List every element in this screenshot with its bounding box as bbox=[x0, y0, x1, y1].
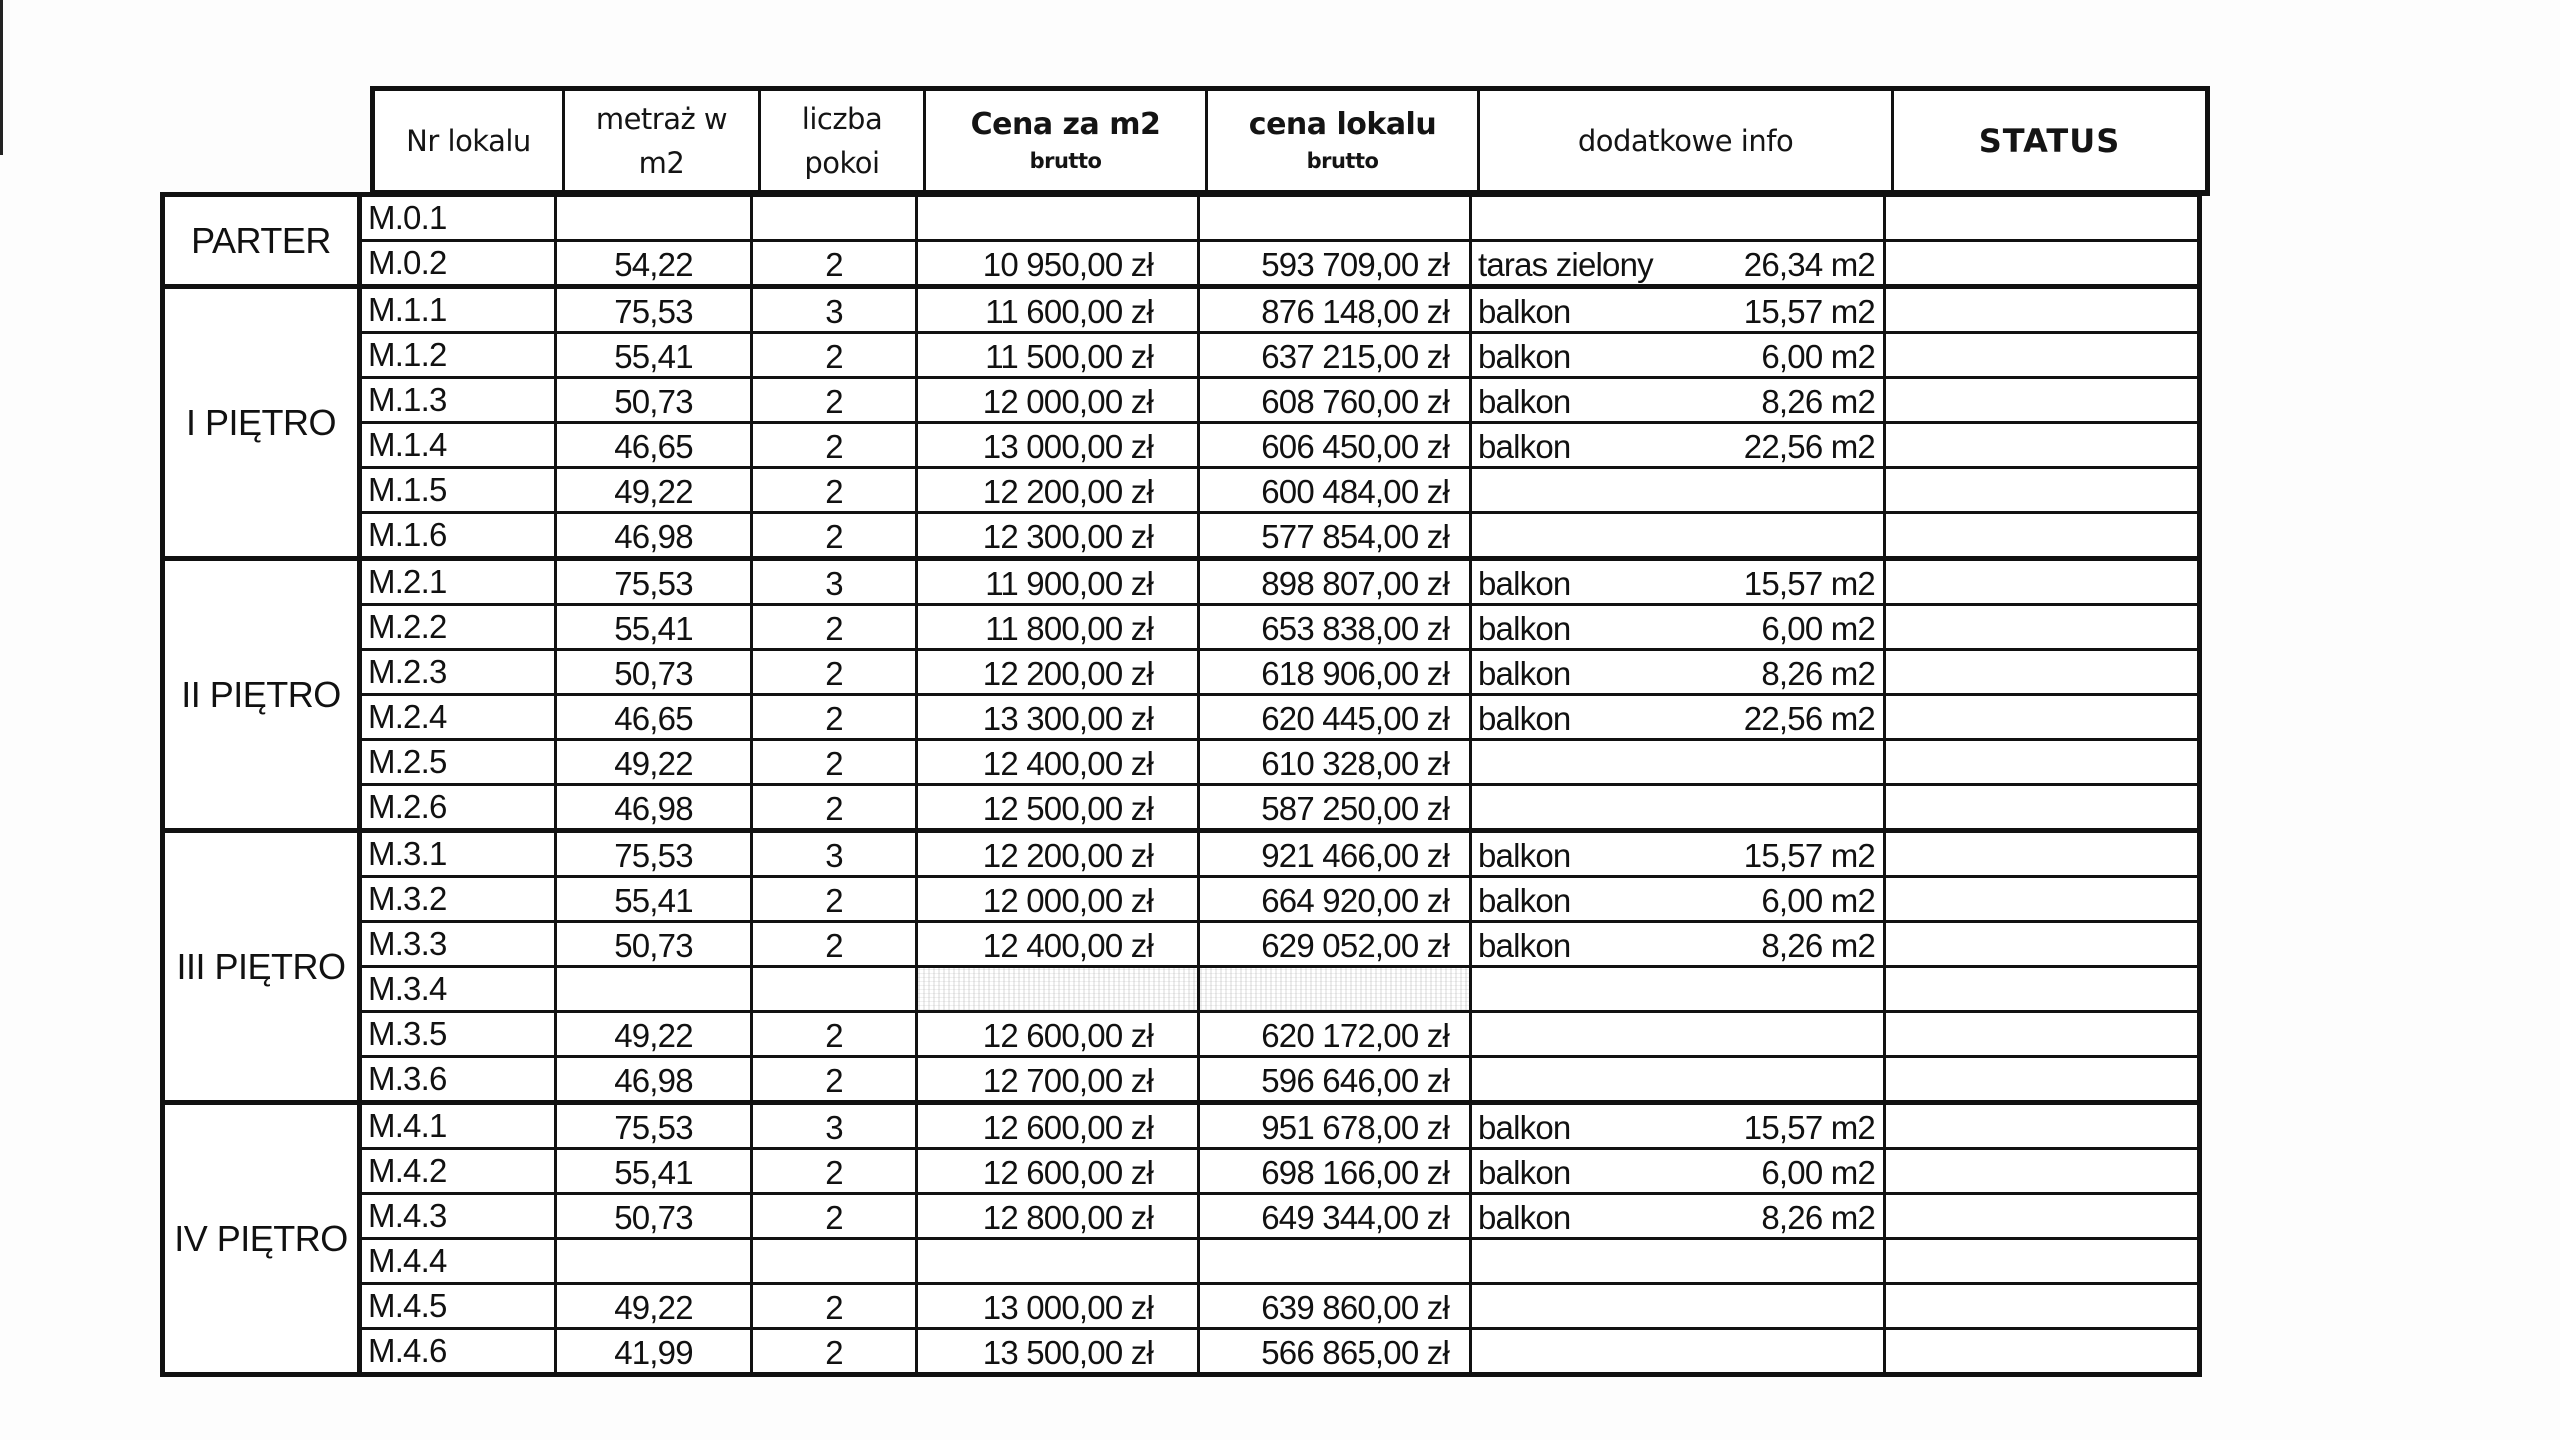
unit-price-total: 593 709,00 zł bbox=[1200, 242, 1472, 284]
table-row bbox=[362, 289, 2197, 334]
header-extra-info bbox=[1480, 91, 1894, 190]
table-row bbox=[362, 242, 2197, 284]
unit-price-total: 951 678,00 zł bbox=[1200, 1105, 1472, 1147]
unit-status bbox=[1886, 786, 2197, 828]
unit-rooms: 2 bbox=[753, 1013, 918, 1055]
header-status bbox=[1894, 91, 2205, 190]
unit-status bbox=[1886, 334, 2197, 376]
unit-price-per-m2 bbox=[918, 968, 1200, 1010]
unit-status bbox=[1886, 923, 2197, 965]
unit-area: 50,73 bbox=[557, 923, 753, 965]
floor-rows bbox=[362, 833, 2197, 1100]
unit-number: M.3.4 bbox=[362, 968, 557, 1010]
unit-extra-info bbox=[1472, 786, 1886, 828]
unit-area: 55,41 bbox=[557, 1150, 753, 1192]
unit-area: 49,22 bbox=[557, 1285, 753, 1327]
table-row bbox=[362, 741, 2197, 786]
table-row bbox=[362, 197, 2197, 242]
floor-group bbox=[165, 833, 2197, 1105]
unit-price-per-m2: 13 300,00 zł bbox=[918, 696, 1200, 738]
unit-number: M.0.2 bbox=[362, 242, 557, 284]
extra-info-area: 15,57 m2 bbox=[1743, 837, 1875, 874]
floor-group bbox=[165, 197, 2197, 289]
unit-extra-info bbox=[1472, 561, 1886, 603]
unit-area bbox=[557, 968, 753, 1010]
table-row bbox=[362, 878, 2197, 923]
unit-status bbox=[1886, 1195, 2197, 1237]
unit-price-total bbox=[1200, 968, 1472, 1010]
table-header bbox=[370, 86, 2210, 196]
unit-number: M.2.4 bbox=[362, 696, 557, 738]
unit-price-total: 876 148,00 zł bbox=[1200, 289, 1472, 331]
unit-extra-info bbox=[1472, 1195, 1886, 1237]
unit-price-total: 587 250,00 zł bbox=[1200, 786, 1472, 828]
unit-extra-info bbox=[1472, 1240, 1886, 1282]
unit-rooms: 2 bbox=[753, 786, 918, 828]
unit-price-per-m2: 10 950,00 zł bbox=[918, 242, 1200, 284]
unit-extra-info bbox=[1472, 242, 1886, 284]
unit-number: M.3.5 bbox=[362, 1013, 557, 1055]
unit-price-total: 698 166,00 zł bbox=[1200, 1150, 1472, 1192]
unit-area: 55,41 bbox=[557, 878, 753, 920]
floor-rows bbox=[362, 561, 2197, 828]
extra-info-area: 15,57 m2 bbox=[1743, 293, 1875, 330]
extra-info-area: 15,57 m2 bbox=[1743, 565, 1875, 602]
table-row bbox=[362, 1285, 2197, 1330]
unit-number: M.2.2 bbox=[362, 606, 557, 648]
unit-price-total: 653 838,00 zł bbox=[1200, 606, 1472, 648]
extra-info-area: 8,26 m2 bbox=[1761, 1199, 1875, 1236]
unit-price-per-m2: 12 700,00 zł bbox=[918, 1058, 1200, 1100]
extra-info-type: balkon bbox=[1478, 565, 1571, 602]
unit-price-per-m2: 11 900,00 zł bbox=[918, 561, 1200, 603]
unit-extra-info bbox=[1472, 1013, 1886, 1055]
unit-price-per-m2: 12 400,00 zł bbox=[918, 923, 1200, 965]
unit-area: 50,73 bbox=[557, 651, 753, 693]
unit-extra-info bbox=[1472, 1105, 1886, 1147]
unit-status bbox=[1886, 197, 2197, 239]
unit-extra-info bbox=[1472, 833, 1886, 875]
unit-rooms: 3 bbox=[753, 289, 918, 331]
unit-number: M.4.2 bbox=[362, 1150, 557, 1192]
extra-info-type: balkon bbox=[1478, 1154, 1571, 1191]
header-price-total-sub: brutto bbox=[1306, 148, 1379, 173]
unit-rooms: 2 bbox=[753, 1285, 918, 1327]
unit-area: 55,41 bbox=[557, 606, 753, 648]
unit-number: M.3.2 bbox=[362, 878, 557, 920]
unit-status bbox=[1886, 561, 2197, 603]
unit-price-per-m2: 12 000,00 zł bbox=[918, 379, 1200, 421]
unit-number: M.3.3 bbox=[362, 923, 557, 965]
extra-info-area: 22,56 m2 bbox=[1743, 428, 1875, 465]
unit-price-total: 921 466,00 zł bbox=[1200, 833, 1472, 875]
unit-area bbox=[557, 197, 753, 239]
header-price-total-label: cena lokalu bbox=[1248, 106, 1437, 142]
floor-rows bbox=[362, 197, 2197, 284]
unit-status bbox=[1886, 606, 2197, 648]
unit-rooms: 2 bbox=[753, 514, 918, 556]
unit-status bbox=[1886, 1105, 2197, 1147]
unit-status bbox=[1886, 741, 2197, 783]
unit-extra-info bbox=[1472, 741, 1886, 783]
unit-status bbox=[1886, 968, 2197, 1010]
unit-price-per-m2: 11 600,00 zł bbox=[918, 289, 1200, 331]
unit-number: M.4.6 bbox=[362, 1330, 557, 1372]
unit-price-total: 637 215,00 zł bbox=[1200, 334, 1472, 376]
unit-price-total: 577 854,00 zł bbox=[1200, 514, 1472, 556]
unit-price-per-m2: 12 200,00 zł bbox=[918, 833, 1200, 875]
unit-number: M.1.5 bbox=[362, 469, 557, 511]
unit-price-total: 608 760,00 zł bbox=[1200, 379, 1472, 421]
floor-rows bbox=[362, 289, 2197, 556]
unit-area: 49,22 bbox=[557, 741, 753, 783]
table-row bbox=[362, 1150, 2197, 1195]
extra-info-area: 8,26 m2 bbox=[1761, 655, 1875, 692]
unit-status bbox=[1886, 1330, 2197, 1372]
table-row bbox=[362, 696, 2197, 741]
unit-area: 41,99 bbox=[557, 1330, 753, 1372]
extra-info-type: balkon bbox=[1478, 655, 1571, 692]
unit-price-per-m2: 13 000,00 zł bbox=[918, 424, 1200, 466]
unit-price-total bbox=[1200, 1240, 1472, 1282]
unit-number: M.1.1 bbox=[362, 289, 557, 331]
table-body bbox=[160, 192, 2202, 1377]
unit-number: M.3.6 bbox=[362, 1058, 557, 1100]
header-price-total bbox=[1208, 91, 1480, 190]
unit-rooms bbox=[753, 197, 918, 239]
unit-rooms: 2 bbox=[753, 424, 918, 466]
unit-extra-info bbox=[1472, 197, 1886, 239]
unit-price-per-m2: 13 500,00 zł bbox=[918, 1330, 1200, 1372]
unit-number: M.0.1 bbox=[362, 197, 557, 239]
unit-number: M.3.1 bbox=[362, 833, 557, 875]
table-row bbox=[362, 334, 2197, 379]
unit-price-per-m2: 11 800,00 zł bbox=[918, 606, 1200, 648]
unit-rooms: 3 bbox=[753, 833, 918, 875]
unit-area bbox=[557, 1240, 753, 1282]
header-area bbox=[565, 91, 761, 190]
unit-rooms: 2 bbox=[753, 606, 918, 648]
unit-price-total: 639 860,00 zł bbox=[1200, 1285, 1472, 1327]
unit-extra-info bbox=[1472, 334, 1886, 376]
table-row bbox=[362, 651, 2197, 696]
unit-price-total: 600 484,00 zł bbox=[1200, 469, 1472, 511]
unit-price-total bbox=[1200, 197, 1472, 239]
floor-group bbox=[165, 561, 2197, 833]
unit-extra-info bbox=[1472, 606, 1886, 648]
unit-extra-info bbox=[1472, 469, 1886, 511]
unit-extra-info bbox=[1472, 1285, 1886, 1327]
unit-price-per-m2: 12 000,00 zł bbox=[918, 878, 1200, 920]
header-nr-label: Nr lokalu bbox=[406, 123, 531, 158]
header-nr-lokalu bbox=[375, 91, 565, 190]
table-row bbox=[362, 561, 2197, 606]
unit-number: M.2.6 bbox=[362, 786, 557, 828]
table-row bbox=[362, 1330, 2197, 1372]
unit-price-per-m2: 12 200,00 zł bbox=[918, 651, 1200, 693]
unit-number: M.2.5 bbox=[362, 741, 557, 783]
unit-rooms: 2 bbox=[753, 878, 918, 920]
unit-status bbox=[1886, 1240, 2197, 1282]
unit-rooms: 2 bbox=[753, 696, 918, 738]
extra-info-type: balkon bbox=[1478, 338, 1571, 375]
unit-price-total: 606 450,00 zł bbox=[1200, 424, 1472, 466]
unit-area: 46,98 bbox=[557, 1058, 753, 1100]
extra-info-type: balkon bbox=[1478, 927, 1571, 964]
header-status-label: STATUS bbox=[1978, 121, 2121, 160]
floor-label: II PIĘTRO bbox=[165, 561, 362, 828]
table-row bbox=[362, 1240, 2197, 1285]
floor-label: I PIĘTRO bbox=[165, 289, 362, 556]
header-extra-info-label: dodatkowe info bbox=[1577, 123, 1794, 158]
header-price-per-m2-sub: brutto bbox=[1029, 148, 1102, 173]
unit-price-total: 596 646,00 zł bbox=[1200, 1058, 1472, 1100]
extra-info-area: 26,34 m2 bbox=[1743, 246, 1875, 283]
unit-extra-info bbox=[1472, 424, 1886, 466]
unit-number: M.2.3 bbox=[362, 651, 557, 693]
table-row bbox=[362, 1058, 2197, 1100]
extra-info-area: 6,00 m2 bbox=[1761, 338, 1875, 375]
extra-info-area: 6,00 m2 bbox=[1761, 882, 1875, 919]
unit-status bbox=[1886, 1285, 2197, 1327]
table-row bbox=[362, 786, 2197, 828]
extra-info-type: balkon bbox=[1478, 837, 1571, 874]
unit-status bbox=[1886, 469, 2197, 511]
unit-status bbox=[1886, 379, 2197, 421]
unit-price-total: 649 344,00 zł bbox=[1200, 1195, 1472, 1237]
unit-rooms bbox=[753, 1240, 918, 1282]
floor-label: PARTER bbox=[165, 197, 362, 284]
floor-label: III PIĘTRO bbox=[165, 833, 362, 1100]
unit-status bbox=[1886, 242, 2197, 284]
unit-status bbox=[1886, 1013, 2197, 1055]
unit-price-per-m2: 12 500,00 zł bbox=[918, 786, 1200, 828]
header-area-line2: m2 bbox=[638, 145, 685, 180]
unit-rooms: 2 bbox=[753, 923, 918, 965]
unit-status bbox=[1886, 696, 2197, 738]
unit-extra-info bbox=[1472, 651, 1886, 693]
unit-area: 46,65 bbox=[557, 424, 753, 466]
unit-price-per-m2: 11 500,00 zł bbox=[918, 334, 1200, 376]
extra-info-area: 6,00 m2 bbox=[1761, 1154, 1875, 1191]
unit-status bbox=[1886, 878, 2197, 920]
unit-number: M.4.3 bbox=[362, 1195, 557, 1237]
header-rooms-line2: pokoi bbox=[804, 145, 880, 180]
unit-price-per-m2: 12 200,00 zł bbox=[918, 469, 1200, 511]
unit-number: M.1.3 bbox=[362, 379, 557, 421]
unit-price-per-m2: 12 600,00 zł bbox=[918, 1105, 1200, 1147]
unit-extra-info bbox=[1472, 968, 1886, 1010]
table-row bbox=[362, 424, 2197, 469]
header-price-per-m2 bbox=[926, 91, 1208, 190]
unit-rooms: 2 bbox=[753, 1330, 918, 1372]
unit-price-per-m2: 12 400,00 zł bbox=[918, 741, 1200, 783]
unit-status bbox=[1886, 651, 2197, 693]
unit-price-total: 610 328,00 zł bbox=[1200, 741, 1472, 783]
unit-number: M.4.4 bbox=[362, 1240, 557, 1282]
unit-rooms: 2 bbox=[753, 741, 918, 783]
table-row bbox=[362, 514, 2197, 556]
unit-area: 55,41 bbox=[557, 334, 753, 376]
unit-price-total: 618 906,00 zł bbox=[1200, 651, 1472, 693]
table-row bbox=[362, 379, 2197, 424]
unit-status bbox=[1886, 424, 2197, 466]
table-row bbox=[362, 968, 2197, 1013]
extra-info-type: balkon bbox=[1478, 610, 1571, 647]
unit-extra-info bbox=[1472, 379, 1886, 421]
unit-extra-info bbox=[1472, 878, 1886, 920]
unit-number: M.1.4 bbox=[362, 424, 557, 466]
floor-group bbox=[165, 289, 2197, 561]
extra-info-type: balkon bbox=[1478, 383, 1571, 420]
unit-area: 75,53 bbox=[557, 833, 753, 875]
unit-status bbox=[1886, 514, 2197, 556]
unit-price-total: 620 445,00 zł bbox=[1200, 696, 1472, 738]
unit-price-per-m2: 12 300,00 zł bbox=[918, 514, 1200, 556]
unit-price-total: 664 920,00 zł bbox=[1200, 878, 1472, 920]
extra-info-type: balkon bbox=[1478, 293, 1571, 330]
table-row bbox=[362, 833, 2197, 878]
unit-status bbox=[1886, 833, 2197, 875]
unit-number: M.1.2 bbox=[362, 334, 557, 376]
unit-rooms: 2 bbox=[753, 1195, 918, 1237]
header-rooms-line1: liczba bbox=[801, 101, 883, 136]
unit-extra-info bbox=[1472, 696, 1886, 738]
unit-area: 50,73 bbox=[557, 1195, 753, 1237]
unit-extra-info bbox=[1472, 514, 1886, 556]
unit-area: 46,98 bbox=[557, 786, 753, 828]
unit-number: M.4.1 bbox=[362, 1105, 557, 1147]
extra-info-area: 22,56 m2 bbox=[1743, 700, 1875, 737]
unit-status bbox=[1886, 1150, 2197, 1192]
unit-price-per-m2: 13 000,00 zł bbox=[918, 1285, 1200, 1327]
unit-extra-info bbox=[1472, 1150, 1886, 1192]
unit-status bbox=[1886, 1058, 2197, 1100]
unit-rooms: 2 bbox=[753, 1150, 918, 1192]
unit-rooms: 2 bbox=[753, 469, 918, 511]
extra-info-type: balkon bbox=[1478, 700, 1571, 737]
unit-price-per-m2: 12 600,00 zł bbox=[918, 1150, 1200, 1192]
unit-area: 46,98 bbox=[557, 514, 753, 556]
floor-rows bbox=[362, 1105, 2197, 1372]
floor-label: IV PIĘTRO bbox=[165, 1105, 362, 1372]
unit-price-per-m2: 12 600,00 zł bbox=[918, 1013, 1200, 1055]
unit-price-total: 566 865,00 zł bbox=[1200, 1330, 1472, 1372]
extra-info-type: taras zielony bbox=[1478, 246, 1653, 283]
unit-price-total: 898 807,00 zł bbox=[1200, 561, 1472, 603]
unit-rooms bbox=[753, 968, 918, 1010]
unit-price-total: 620 172,00 zł bbox=[1200, 1013, 1472, 1055]
unit-rooms: 3 bbox=[753, 1105, 918, 1147]
scan-edge-mark bbox=[0, 0, 3, 155]
unit-price-per-m2: 12 800,00 zł bbox=[918, 1195, 1200, 1237]
unit-price-per-m2 bbox=[918, 197, 1200, 239]
header-area-line1: metraż w bbox=[595, 101, 728, 136]
unit-area: 54,22 bbox=[557, 242, 753, 284]
unit-extra-info bbox=[1472, 1330, 1886, 1372]
unit-area: 49,22 bbox=[557, 1013, 753, 1055]
header-price-per-m2-label: Cena za m2 bbox=[970, 106, 1161, 142]
extra-info-type: balkon bbox=[1478, 1109, 1571, 1146]
table-row bbox=[362, 923, 2197, 968]
extra-info-area: 8,26 m2 bbox=[1761, 927, 1875, 964]
extra-info-area: 8,26 m2 bbox=[1761, 383, 1875, 420]
unit-rooms: 3 bbox=[753, 561, 918, 603]
unit-rooms: 2 bbox=[753, 651, 918, 693]
unit-price-total: 629 052,00 zł bbox=[1200, 923, 1472, 965]
unit-rooms: 2 bbox=[753, 379, 918, 421]
table-row bbox=[362, 469, 2197, 514]
extra-info-area: 15,57 m2 bbox=[1743, 1109, 1875, 1146]
extra-info-type: balkon bbox=[1478, 882, 1571, 919]
unit-number: M.1.6 bbox=[362, 514, 557, 556]
table-row bbox=[362, 1105, 2197, 1150]
unit-rooms: 2 bbox=[753, 334, 918, 376]
unit-area: 75,53 bbox=[557, 1105, 753, 1147]
unit-rooms: 2 bbox=[753, 242, 918, 284]
table-row bbox=[362, 1013, 2197, 1058]
unit-area: 75,53 bbox=[557, 289, 753, 331]
extra-info-type: balkon bbox=[1478, 1199, 1571, 1236]
unit-number: M.4.5 bbox=[362, 1285, 557, 1327]
unit-status bbox=[1886, 289, 2197, 331]
unit-area: 49,22 bbox=[557, 469, 753, 511]
unit-extra-info bbox=[1472, 923, 1886, 965]
unit-extra-info bbox=[1472, 1058, 1886, 1100]
unit-area: 50,73 bbox=[557, 379, 753, 421]
table-row bbox=[362, 606, 2197, 651]
unit-number: M.2.1 bbox=[362, 561, 557, 603]
table-row bbox=[362, 1195, 2197, 1240]
extra-info-type: balkon bbox=[1478, 428, 1571, 465]
unit-price-per-m2 bbox=[918, 1240, 1200, 1282]
extra-info-area: 6,00 m2 bbox=[1761, 610, 1875, 647]
unit-area: 75,53 bbox=[557, 561, 753, 603]
floor-group bbox=[165, 1105, 2197, 1372]
header-rooms bbox=[761, 91, 926, 190]
unit-rooms: 2 bbox=[753, 1058, 918, 1100]
unit-area: 46,65 bbox=[557, 696, 753, 738]
unit-extra-info bbox=[1472, 289, 1886, 331]
